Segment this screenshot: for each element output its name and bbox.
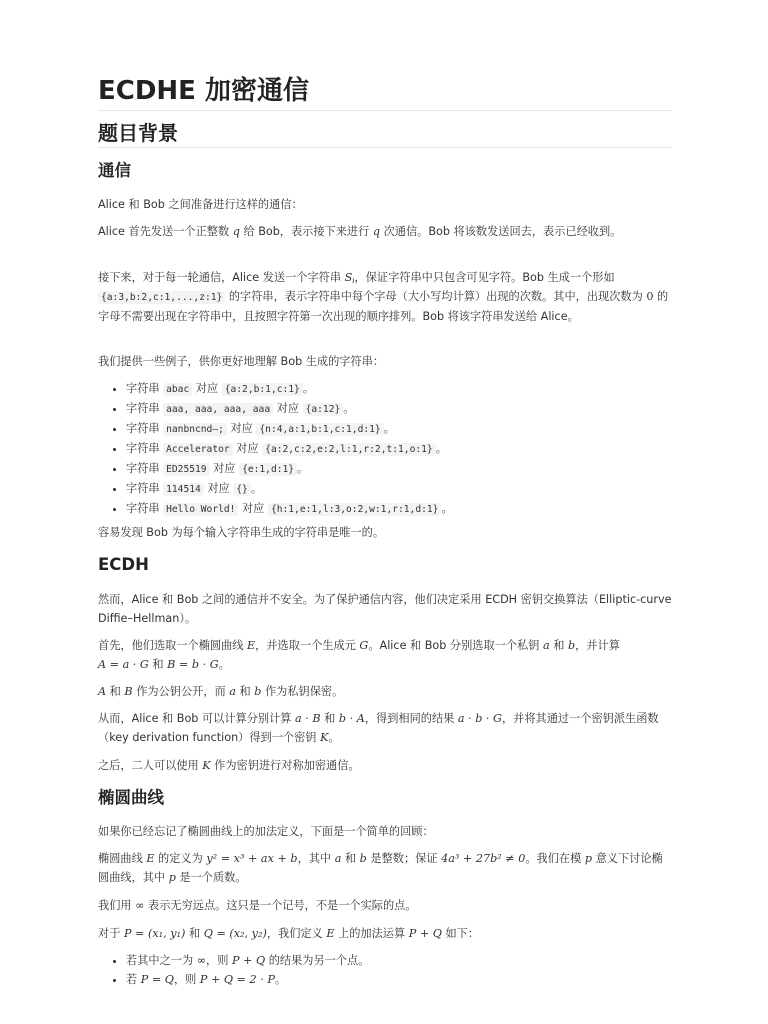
paragraph: 之后，二人可以使用 K 作为密钥进行对称加密通信。 [98, 759, 360, 772]
list-item: • 字符串 Accelerator 对应 {a:2,c:2,e:2,l:1,r:2,t:1,o:1} 。 [126, 439, 672, 459]
subsection-heading-elliptic-curve: 椭圆曲线 [98, 788, 164, 807]
section-divider [98, 147, 672, 148]
inline-code: {a:2,c:2,e:2,l:1,r:2,t:1,o:1} [262, 443, 436, 456]
paragraph: Alice 和 Bob 之间准备进行这样的通信： [98, 198, 303, 211]
section-heading-background: 题目背景 [98, 121, 178, 145]
paragraph: 我们提供一些例子，供你更好地理解 Bob 生成的字符串： [98, 355, 385, 368]
paragraph: 容易发现 Bob 为每个输入字符串生成的字符串是唯一的。 [98, 526, 385, 539]
paragraph: 如果你已经忘记了椭圆曲线上的加法定义，下面是一个简单的回顾： [98, 825, 434, 838]
inline-code: {a:12} [303, 403, 344, 416]
inline-code: abac [163, 383, 192, 396]
paragraph: 对于 P = (x₁, y₁) 和 Q = (x₂, y₂)，我们定义 E 上的加法运算 P + Q 如下： [98, 927, 480, 940]
math-var: q [232, 225, 240, 238]
list-item: • 字符串 nanbncnd–; 对应 {n:4,a:1,b:1,c:1,d:1} 。 [126, 419, 672, 439]
paragraph: Alice 首先发送一个正整数 q 给 Bob，表示接下来进行 q 次通信。Bob 将该数发送回去，表示已经收到。 [98, 225, 622, 238]
inline-code: Accelerator [163, 443, 233, 456]
example-list [98, 379, 672, 519]
title-divider [98, 110, 672, 111]
paragraph: 椭圆曲线 E 的定义为 y² = x³ + ax + b，其中 a 和 b 是整数；保证 4a³ + 27b² ≠ 0。我们在模 p 意义下讨论椭圆曲线，其中 p 是一个质数。 [98, 852, 663, 884]
list-item: • 若 P = Q，则 P + Q = 2 · P。 [126, 970, 672, 989]
inline-code: {a:3,b:2,c:1,...,z:1} [98, 291, 225, 304]
list-item: • 字符串 aaa, aaa, aaa, aaa 对应 {a:12} 。 [126, 399, 672, 419]
inline-code: {} [233, 483, 251, 496]
inline-code: {n:4,a:1,b:1,c:1,d:1} [256, 423, 383, 436]
inline-code: 114514 [163, 483, 204, 496]
paragraph: 然而，Alice 和 Bob 之间的通信并不安全。为了保护通信内容，他们决定采用 ECDH 密钥交换算法（Elliptic-curve Diffie–Hellman）。 [98, 593, 672, 625]
paragraph: 接下来，对于每一轮通信，Alice 发送一个字符串 $S_i$，保证字符串中只包含可见字符。Bob 生成一个形如 {a:3,b:2,c:1,...,z:1} 的字符串，表示字符串中每个字母（大小写均计算）出现的次数。其中，出现次数为 0 的字母不需要出现在字符串中，且按照字符第一次出现的顺序排列。Bob 将该字符串发送给 Alice。 [98, 271, 669, 323]
inline-code: ED25519 [163, 463, 209, 476]
paragraph: 我们用 ∞ 表示无穷远点。这只是一个记号，不是一个实际的点。 [98, 899, 417, 912]
list-item: • 字符串 114514 对应 {} 。 [126, 479, 672, 499]
paragraph: 首先，他们选取一个椭圆曲线 E，并选取一个生成元 G。Alice 和 Bob 分别选取一个私钥 a 和 b，并计算 A = a · G 和 B = b · G。 [98, 639, 620, 671]
math-var: q [372, 225, 381, 238]
subsection-heading-ecdh: ECDH [98, 555, 149, 574]
paragraph: 从而，Alice 和 Bob 可以计算分别计算 a · B 和 b · A，得到相同的结果 a · b · G，并将其通过一个密钥派生函数（key derivation function）得到一个密钥 K。 [98, 712, 659, 744]
inline-code: nanbncnd–; [163, 423, 227, 436]
list-item: • 字符串 ED25519 对应 {e:1,d:1} 。 [126, 459, 672, 479]
inline-code: {h:1,e:1,l:3,o:2,w:1,r:1,d:1} [268, 503, 442, 516]
inline-code: {e:1,d:1} [239, 463, 297, 476]
page-title: ECDHE 加密通信 [98, 76, 309, 106]
subsection-heading-communication: 通信 [98, 161, 131, 180]
inline-code: Hello World! [163, 503, 238, 516]
list-item: • 字符串 Hello World! 对应 {h:1,e:1,l:3,o:2,w:1,r:1,d:1} 。 [126, 499, 672, 519]
list-item: • 若其中之一为 ∞，则 P + Q 的结果为另一个点。 [126, 951, 672, 970]
paragraph: A 和 B 作为公钥公开，而 a 和 b 作为私钥保密。 [98, 685, 344, 698]
list-item: • 字符串 abac 对应 {a:2,b:1,c:1} 。 [126, 379, 672, 399]
inline-code: aaa, aaa, aaa, aaa [163, 403, 273, 416]
inline-code: {a:2,b:1,c:1} [222, 383, 303, 396]
math-var: $S_i$ [344, 271, 355, 285]
addition-rule-list [98, 951, 672, 989]
